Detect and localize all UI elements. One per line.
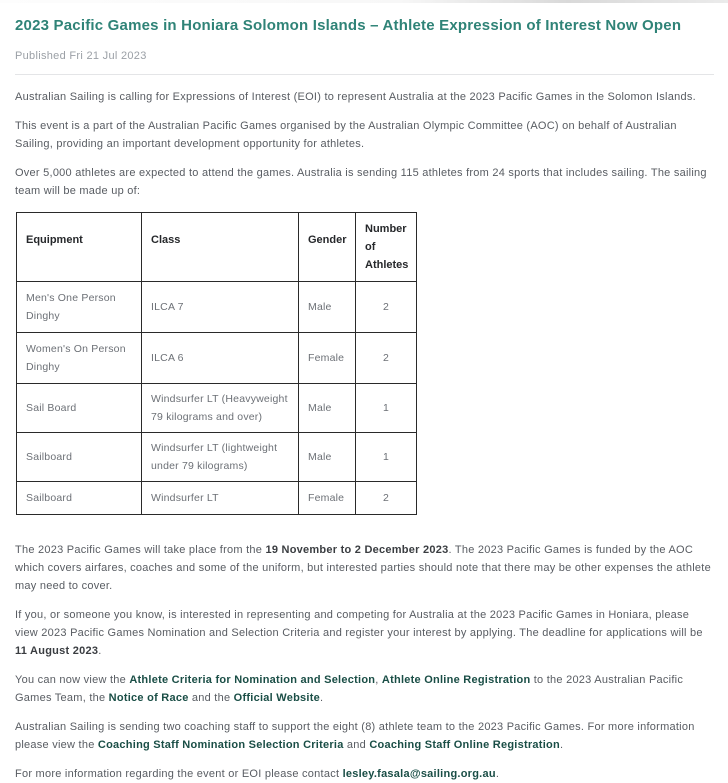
paragraph-event-part (15, 117, 714, 153)
paragraph-coaching (15, 718, 714, 754)
application-deadline: 11 August 2023 (15, 645, 99, 657)
text-run: If you, or someone you know, is interested in representing and competing for Australia at the 2023 Pacific Games in Honiara, please view 2023 Pacific Games Nomination and Selection Criteria and register your interest by applying. The deadline for applications will be (15, 609, 703, 639)
page-title: 2023 Pacific Games in Honiara Solomon Islands – Athlete Expression of Interest Now Open (15, 17, 682, 34)
link-contact-email[interactable]: lesley.fasala@sailing.org.au (342, 768, 496, 780)
paragraph-dates-funding (15, 541, 714, 595)
link-coaching-online-registration[interactable]: Coaching Staff Online Registration (369, 739, 560, 751)
text-run: For more information regarding the event or EOI please contact (15, 768, 343, 780)
table-header-row (17, 213, 417, 282)
text-run: The 2023 Pacific Games will take place from the (15, 544, 266, 556)
text-run: Australian Sailing is sending two coaching staff to support the eight (8) athlete team to the 2023 Pacific Games. For more information please view the (15, 721, 695, 751)
published-date: Published Fri 21 Jul 2023 (15, 50, 147, 62)
link-athlete-criteria[interactable]: Athlete Criteria for Nomination and Selection (129, 674, 376, 686)
table-cell: Men's One Person Dinghy (17, 282, 142, 333)
table-row (17, 482, 417, 515)
table-row (17, 282, 417, 333)
link-notice-of-race[interactable]: Notice of Race (108, 692, 189, 704)
table-row (17, 384, 417, 433)
event-date-range: 19 November to 2 December 2023 (265, 544, 449, 556)
table-cell: Female (299, 482, 356, 515)
table-body (17, 282, 417, 515)
table-cell: 2 (356, 282, 417, 333)
table-header-class: Class (142, 213, 299, 282)
table-cell: Female (299, 333, 356, 384)
text-run: , (375, 674, 382, 686)
table-cell: Male (299, 282, 356, 333)
table-cell: Male (299, 433, 356, 482)
text-run: . (559, 739, 564, 751)
table-header-number-of-athletes: Number of Athletes (356, 213, 417, 282)
divider (15, 74, 714, 75)
text-run: You can now view the (15, 674, 130, 686)
top-edge-artifact (0, 0, 728, 3)
table-cell: 2 (356, 333, 417, 384)
text-run: and (343, 739, 370, 751)
article (0, 16, 728, 783)
text-run: Over 5,000 athletes are expected to attend the games. Australia is sending 115 athletes from 24 sports that includes sailing. The sailing team will be made up of: (15, 167, 707, 197)
text-run: . (98, 645, 102, 657)
paragraph-deadline (15, 606, 714, 660)
text-run: and the (188, 692, 234, 704)
link-athlete-online-registration[interactable]: Athlete Online Registration (381, 674, 531, 686)
table-cell: 1 (356, 433, 417, 482)
table-cell: Windsurfer LT (142, 482, 299, 515)
table-cell: Sailboard (17, 482, 142, 515)
paragraph-athlete-numbers (15, 164, 714, 200)
text-run: . (495, 768, 500, 780)
table-cell: Windsurfer LT (Heavyweight 79 kilograms and over) (142, 384, 299, 433)
table-cell: Sailboard (17, 433, 142, 482)
link-official-website[interactable]: Official Website (233, 692, 320, 704)
text-run: This event is a part of the Australian Pacific Games organised by the Australian Olympic Committee (AOC) on behalf of Australian Sailing, providing an important development opportunity for athletes. (15, 120, 677, 150)
table-cell: Sail Board (17, 384, 142, 433)
table-cell: 1 (356, 384, 417, 433)
table-header-equipment: Equipment (17, 213, 142, 282)
text-run: . The 2023 Pacific Games is funded by the AOC which covers airfares, coaches and some of the uniform, but interested parties should note that there may be other expenses the athlete may need to cover. (15, 544, 711, 592)
text-run: to the 2023 Australian Pacific Games Team, the (15, 674, 684, 704)
table-cell: Windsurfer LT (lightweight under 79 kilograms) (142, 433, 299, 482)
table-cell: ILCA 6 (142, 333, 299, 384)
table-row (17, 433, 417, 482)
sailing-team-table (16, 212, 417, 515)
text-run: . (320, 692, 324, 704)
table-cell: Women's On Person Dinghy (17, 333, 142, 384)
text-run: Australian Sailing is calling for Expressions of Interest (EOI) to represent Australia at the 2023 Pacific Games in the Solomon Islands. (15, 91, 696, 103)
paragraph-resources (15, 671, 714, 707)
table-header-gender: Gender (299, 213, 356, 282)
table-cell: 2 (356, 482, 417, 515)
table-cell: ILCA 7 (142, 282, 299, 333)
paragraph-contact (15, 765, 714, 783)
paragraph-intro (15, 88, 714, 106)
link-coaching-criteria[interactable]: Coaching Staff Nomination Selection Criteria (97, 739, 344, 751)
table-cell: Male (299, 384, 356, 433)
table-row (17, 333, 417, 384)
